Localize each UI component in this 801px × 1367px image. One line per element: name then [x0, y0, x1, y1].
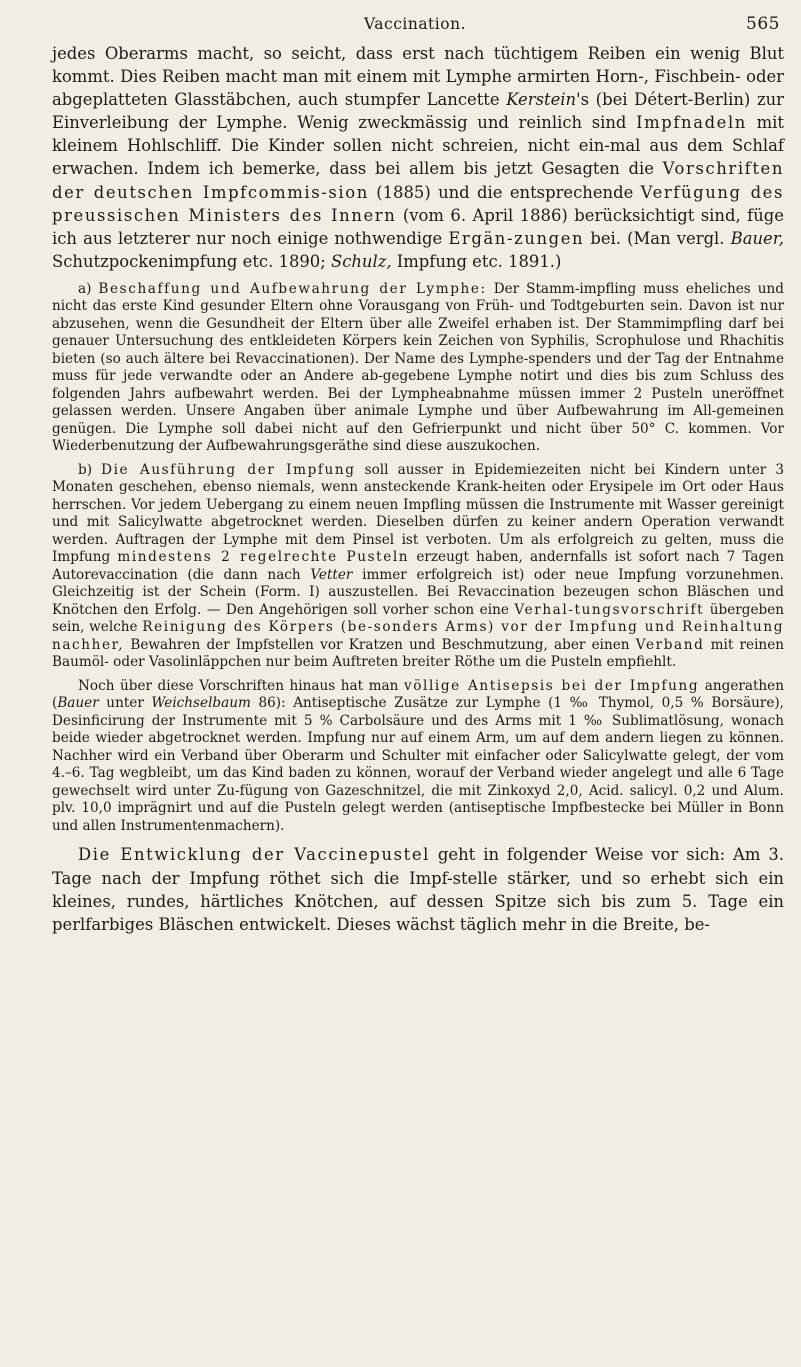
author-weichselbaum: Weichselbaum — [151, 695, 251, 712]
section-b-heading: Die Ausführung der Impfung — [101, 461, 356, 478]
author-bauer: Bauer, — [730, 228, 784, 248]
author-schulz: Schulz, — [330, 251, 392, 271]
term-verhaltung: Verhal-tungsvorschrift — [514, 601, 705, 618]
term-ergaenzungen: Ergän-zungen — [448, 228, 585, 248]
running-head — [50, 14, 780, 40]
term-antisepsis: völlige Antisepsis bei der Impfung — [403, 677, 700, 694]
page-body — [52, 42, 784, 936]
term-vorschriften: Vorschriften der deutschen Impfcommis-sion — [52, 159, 784, 202]
term-verband: Verband — [635, 636, 705, 653]
intro-paragraph: jedes Oberarms macht, so seicht, dass erst nach tüchtigem Reiben ein wenig Blut kommt. Dies Reiben macht man mit einem mit Lymphe armirten Horn-, Fischbein- oder abgeplatteten Glasstäbchen, auch stumpfer Lancette Kerstein's (bei Détert-Berlin) zur Einverleibung der Lymphe. Wenig zweckmässig und reinlich sind Impfnadeln mit kleinem Hohlschliff. Die Kinder sollen nicht schreien, nicht ein-mal aus dem Schlaf erwachen. Indem ich bemerke, dass bei allem bis jetzt Gesagten die Vorschriften der deutschen Impfcommis-sion (1885) und die entsprechende Verfügung des preussischen Ministers des Innern (vom 6. April 1886) berücksichtigt sind, füge ich aus letzterer nur noch einige nothwendige Ergän-zungen bei. (Man vergl. Bauer, Schutzpockenimpfung etc. 1890; Schulz, Impfung etc. 1891.) — [52, 44, 784, 271]
section-b: b) Die Ausführung der Impfung soll ausser in Epidemiezeiten nicht bei Kindern unter 3 Monaten geschehen, ebenso niemals, wenn ansteckende Krank-heiten oder Erysipele im Ort oder Haus herrschen. Vor jedem Uebergang zu einem neuen Impfling müssen die Instrumente mit Wasser gereinigt und mit Salicylwatte abgetrocknet werden. Dieselben dürfen zu keiner andern Operation verwandt werden. Auftragen der Lymphe mit dem Pinsel ist verboten. Um als erfolgreich zu gelten, muss die Impfung mindestens 2 regelrechte Pusteln erzeugt haben, andernfalls ist sofort nach 7 Tagen Autorevaccination (die dann nach Vetter immer erfolgreich ist) oder neue Impfung vorzunehmen. Gleichzeitig ist der Schein (Form. I) auszustellen. Bei Revaccination bezeugen schon Bläschen und Knötchen den Erfolg. — Den Angehörigen soll vorher schon eine Verhal-tungsvorschrift übergeben sein, welche Reinigung des Körpers (be-sonders Arms) vor der Impfung und Reinhaltung nachher, Bewahren der Impfstellen vor Kratzen und Beschmutzung, aber einen Verband mit reinen Baumöl- oder Vasolinläppchen nur beim Auftreten breiter Röthe um die Pusteln empfiehlt. — [52, 461, 785, 671]
page-number: 565 — [746, 14, 780, 34]
term-mindestens: mindestens 2 regelrechte Pusteln — [117, 549, 410, 566]
closing-heading: Die Entwicklung der Vaccinepustel — [78, 845, 430, 865]
closing-paragraph: Die Entwicklung der Vaccinepustel geht in folgender Weise vor sich: Am 3. Tage nach der Impfung röthet sich die Impf-stelle stärker, und so erhebt sich ein kleines, rundes, härtliches Knötchen, auf dessen Spitze sich bis zum 5. Tage ein perlfarbiges Bläschen entwickelt. Dieses wächst täglich mehr in die Breite, be- — [52, 845, 784, 934]
author-vetter: Vetter — [310, 566, 353, 583]
term-verfuegung: Verfügung des preussischen Ministers des Innern — [52, 182, 784, 225]
running-title: Vaccination. — [364, 15, 466, 33]
term-impfnadeln: Impfnadeln — [636, 113, 747, 133]
section-a: a) Beschaffung und Aufbewahrung der Lymphe: Der Stamm-impfling muss eheliches und nicht das erste Kind gesunder Eltern ohne Vorausgang von Früh- und Todtgeburten sein. Davon ist nur abzusehen, wenn die Gesundheit der Eltern über alle Zweifel erhaben ist. Der Stammimpfling darf bei genauer Untersuchung des entkleideten Körpers kein Zeichen von Syphilis, Scrophulose und Rhachitis bieten (so auch ältere bei Revaccinationen). Der Name des Lymphe-spenders und der Tag der Entnahme muss für jede verwandte oder an Andere ab-gegebene Lymphe notirt und dies bis zum Schluss des folgenden Jahrs aufbewahrt werden. Bei der Lympheabnahme müssen immer 2 Pusteln uneröffnet gelassen werden. Unsere Angaben über animale Lymphe und über Aufbewahrung im All-gemeinen genügen. Die Lymphe soll dabei nicht auf den Gefrierpunkt und nicht über 50° C. kommen. Vor Wiederbenutzung der Aufbewahrungsgeräthe sind diese auszukochen. — [52, 280, 784, 455]
section-a-heading: Beschaffung und Aufbewahrung der Lymphe: — [98, 280, 487, 297]
term-reinigung: Reinigung des Körpers (be-sonders Arms) vor der Impfung und Reinhaltung nachher, — [52, 619, 784, 653]
section-antisepsis: Noch über diese Vorschriften hinaus hat man völlige Antisepsis bei der Impfung angerathen (Bauer unter Weichselbaum 86): Antiseptische Zusätze zur Lymphe (1 ‰ Thymol, 0,5 % Borsäure), Desinficirung der Instrumente mit 5 % Carbolsäure und des Arms mit 1 ‰ Sublimatlösung, wonach beide wieder abgetrocknet werden. Impfung nur auf einem Arm, um auf dem andern liegen zu können. Nachher wird ein Verband über Oberarm und Schulter mit einfacher oder Salicylwatte gelegt, der vom 4.–6. Tag wegbleibt, um das Kind baden zu können, worauf der Verband wieder angelegt und alle 6 Tage gewechselt wird unter Zu-fügung von Gazeschnitzel, die mit Zinkoxyd 2,0, Acid. salicyl. 0,2 und Alum. plv. 10,0 imprägnirt und auf die Pusteln gelegt werden (antiseptische Impfbestecke bei Müller in Bonn und allen Instrumentenmachern). — [52, 677, 784, 834]
author-bauer-2: Bauer — [57, 695, 99, 712]
author-kerstein: Kerstein — [506, 90, 577, 110]
